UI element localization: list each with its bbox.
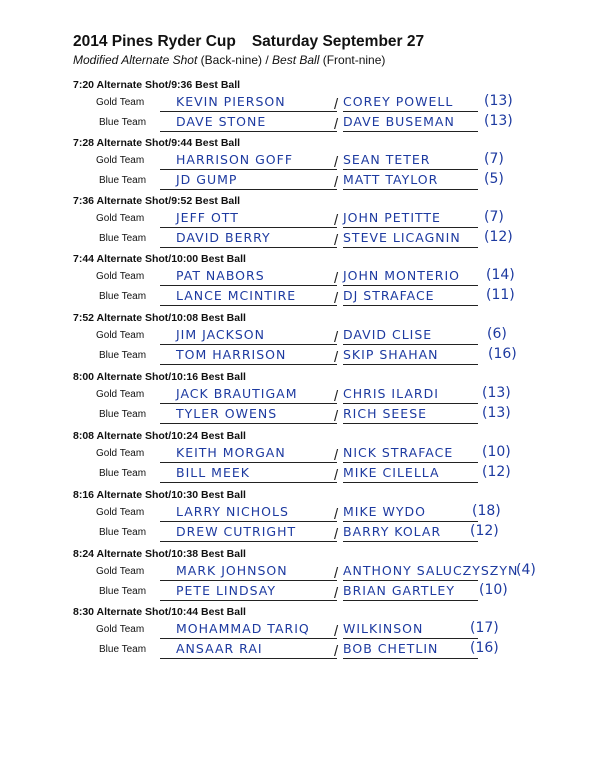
handicap: (14)	[486, 267, 515, 283]
player1-line	[160, 541, 337, 542]
team-label: Gold Team	[96, 624, 145, 635]
player1-line	[160, 462, 337, 463]
tee-time-group	[0, 253, 600, 311]
player1-name: HARRISON GOFF	[176, 152, 294, 167]
player1-name: MOHAMMAD TARIQ	[176, 621, 310, 636]
pair-separator: /	[334, 232, 339, 249]
event-date: Saturday September 27	[251, 33, 425, 50]
pair-separator: /	[334, 329, 339, 346]
player1-name: DAVE STONE	[176, 114, 267, 129]
player1-name: JACK BRAUTIGAM	[176, 386, 298, 401]
gold-team-row	[0, 151, 600, 175]
player2-name: DAVID CLISE	[343, 327, 433, 342]
pair-separator: /	[334, 643, 339, 660]
player1-line	[160, 638, 337, 639]
player2-name: BARRY KOLAR	[343, 524, 442, 539]
player1-name: LANCE MCINTIRE	[176, 288, 297, 303]
player2-name: NICK STRAFACE	[343, 445, 454, 460]
player2-line	[343, 189, 478, 190]
player2-name: DJ STRAFACE	[343, 288, 435, 303]
player1-line	[160, 111, 337, 112]
blue-team-row	[0, 523, 600, 547]
team-label: Blue Team	[99, 468, 147, 479]
player2-line	[343, 482, 478, 483]
player1-line	[160, 285, 337, 286]
handicap: (12)	[470, 523, 499, 539]
player2-line	[343, 403, 478, 404]
player1-name: ANSAAR RAI	[176, 641, 263, 656]
player2-line	[343, 131, 478, 132]
handicap: (13)	[484, 113, 513, 129]
format-subtitle	[73, 53, 385, 67]
tee-time-group	[0, 548, 600, 606]
player2-name: MATT TAYLOR	[343, 172, 439, 187]
player1-line	[160, 344, 337, 345]
player2-line	[343, 247, 478, 248]
handicap: (12)	[484, 229, 513, 245]
tee-time-header: 7:52 Alternate Shot/10:08 Best Ball	[73, 312, 246, 324]
player1-name: BILL MEEK	[176, 465, 250, 480]
player2-name: WILKINSON	[343, 621, 424, 636]
player2-name: JOHN PETITTE	[343, 210, 441, 225]
player2-line	[343, 364, 478, 365]
player2-line	[343, 305, 478, 306]
pair-separator: /	[334, 388, 339, 405]
player1-name: JEFF OTT	[176, 210, 239, 225]
format2: Best Ball	[272, 53, 320, 67]
player1-line	[160, 189, 337, 190]
tee-time-group	[0, 312, 600, 370]
player1-line	[160, 364, 337, 365]
tee-time-group	[0, 489, 600, 547]
team-label: Blue Team	[99, 644, 147, 655]
tee-time-group	[0, 606, 600, 664]
pair-separator: /	[334, 96, 339, 113]
player2-name: RICH SEESE	[343, 406, 428, 421]
team-label: Blue Team	[99, 586, 147, 597]
player2-line	[343, 169, 478, 170]
blue-team-row	[0, 464, 600, 488]
tee-time-header: 7:44 Alternate Shot/10:00 Best Ball	[73, 253, 246, 265]
handicap: (16)	[488, 346, 517, 362]
tee-time-header: 8:08 Alternate Shot/10:24 Best Ball	[73, 430, 246, 442]
player2-name: MIKE CILELLA	[343, 465, 440, 480]
player1-line	[160, 658, 337, 659]
player1-name: KEITH MORGAN	[176, 445, 286, 460]
format1-nine: (Back-nine)	[200, 53, 262, 67]
player1-line	[160, 600, 337, 601]
team-label: Gold Team	[96, 213, 145, 224]
pair-separator: /	[334, 270, 339, 287]
player1-line	[160, 305, 337, 306]
handicap: (4)	[516, 562, 536, 578]
page-title	[73, 33, 424, 51]
tee-time-header: 8:24 Alternate Shot/10:38 Best Ball	[73, 548, 246, 560]
handicap: (10)	[479, 582, 508, 598]
handicap: (18)	[472, 503, 501, 519]
player2-line	[343, 227, 478, 228]
pair-separator: /	[334, 526, 339, 543]
player2-name: SKIP SHAHAN	[343, 347, 439, 362]
player1-line	[160, 482, 337, 483]
player1-line	[160, 131, 337, 132]
tee-time-header: 8:30 Alternate Shot/10:44 Best Ball	[73, 606, 246, 618]
tee-time-group	[0, 137, 600, 195]
handicap: (5)	[484, 171, 504, 187]
team-label: Blue Team	[99, 409, 147, 420]
player2-name: STEVE LICAGNIN	[343, 230, 461, 245]
tee-time-header: 8:16 Alternate Shot/10:30 Best Ball	[73, 489, 246, 501]
format2-nine: (Front-nine)	[322, 53, 386, 67]
format1: Modified Alternate Shot	[73, 53, 198, 67]
player2-name: BRIAN GARTLEY	[343, 583, 455, 598]
pair-separator: /	[334, 154, 339, 171]
tee-time-group	[0, 430, 600, 488]
team-label: Blue Team	[99, 233, 147, 244]
pair-separator: /	[334, 467, 339, 484]
handicap: (7)	[484, 151, 504, 167]
blue-team-row	[0, 229, 600, 253]
team-label: Gold Team	[96, 566, 145, 577]
tee-time-header: 7:20 Alternate Shot/9:36 Best Ball	[73, 79, 241, 91]
team-label: Gold Team	[96, 155, 145, 166]
team-label: Blue Team	[99, 527, 147, 538]
blue-team-row	[0, 287, 600, 311]
pair-separator: /	[334, 506, 339, 523]
player1-line	[160, 227, 337, 228]
handicap: (13)	[482, 385, 511, 401]
pair-separator: /	[334, 408, 339, 425]
team-label: Gold Team	[96, 330, 145, 341]
player2-name: ANTHONY SALUCZYSZYN	[343, 563, 519, 578]
team-label: Gold Team	[96, 507, 145, 518]
handicap: (16)	[470, 640, 499, 656]
team-label: Gold Team	[96, 97, 145, 108]
player1-name: TOM HARRISON	[176, 347, 287, 362]
handicap: (10)	[482, 444, 511, 460]
player1-name: DREW CUTRIGHT	[176, 524, 297, 539]
player2-name: DAVE BUSEMAN	[343, 114, 455, 129]
gold-team-row	[0, 503, 600, 527]
player2-line	[343, 521, 478, 522]
tee-time-group	[0, 195, 600, 253]
player2-name: COREY POWELL	[343, 94, 454, 109]
player2-line	[343, 111, 478, 112]
tee-time-header: 7:28 Alternate Shot/9:44 Best Ball	[73, 137, 241, 149]
player1-name: KEVIN PIERSON	[176, 94, 286, 109]
player1-name: JIM JACKSON	[176, 327, 265, 342]
player1-line	[160, 403, 337, 404]
team-label: Gold Team	[96, 448, 145, 459]
player2-line	[343, 638, 478, 639]
tee-time-header: 7:36 Alternate Shot/9:52 Best Ball	[73, 195, 241, 207]
tee-time-group	[0, 371, 600, 429]
handicap: (12)	[482, 464, 511, 480]
player2-name: CHRIS ILARDI	[343, 386, 439, 401]
event-title: 2014 Pines Ryder Cup	[73, 33, 236, 50]
player2-line	[343, 600, 478, 601]
pair-separator: /	[334, 349, 339, 366]
player1-name: LARRY NICHOLS	[176, 504, 289, 519]
player2-line	[343, 423, 478, 424]
player1-name: MARK JOHNSON	[176, 563, 288, 578]
handicap: (13)	[482, 405, 511, 421]
player2-line	[343, 541, 478, 542]
blue-team-row	[0, 346, 600, 370]
gold-team-row	[0, 562, 600, 586]
pair-separator: /	[334, 116, 339, 133]
pair-separator: /	[334, 447, 339, 464]
pair-separator: /	[334, 585, 339, 602]
player1-name: TYLER OWENS	[176, 406, 278, 421]
blue-team-row	[0, 171, 600, 195]
team-label: Gold Team	[96, 389, 145, 400]
player1-name: PAT NABORS	[176, 268, 265, 283]
player1-line	[160, 247, 337, 248]
team-label: Gold Team	[96, 271, 145, 282]
handicap: (6)	[487, 326, 507, 342]
player2-line	[343, 285, 478, 286]
player1-line	[160, 169, 337, 170]
player1-line	[160, 423, 337, 424]
tee-time-group	[0, 79, 600, 137]
pair-separator: /	[334, 212, 339, 229]
player2-line	[343, 344, 478, 345]
team-label: Blue Team	[99, 350, 147, 361]
handicap: (13)	[484, 93, 513, 109]
player1-line	[160, 580, 337, 581]
tee-time-header: 8:00 Alternate Shot/10:16 Best Ball	[73, 371, 246, 383]
blue-team-row	[0, 640, 600, 664]
player2-name: SEAN TETER	[343, 152, 431, 167]
player2-name: BOB CHETLIN	[343, 641, 439, 656]
player1-line	[160, 521, 337, 522]
handicap: (11)	[486, 287, 515, 303]
player2-line	[343, 658, 478, 659]
format-separator: /	[262, 53, 273, 67]
handicap: (17)	[470, 620, 499, 636]
player1-name: DAVID BERRY	[176, 230, 271, 245]
pair-separator: /	[334, 174, 339, 191]
team-label: Blue Team	[99, 175, 147, 186]
handicap: (7)	[484, 209, 504, 225]
player2-line	[343, 580, 478, 581]
player1-name: JD GUMP	[176, 172, 238, 187]
gold-team-row	[0, 620, 600, 644]
player1-name: PETE LINDSAY	[176, 583, 276, 598]
player2-name: JOHN MONTERIO	[343, 268, 460, 283]
pair-separator: /	[334, 565, 339, 582]
pair-separator: /	[334, 290, 339, 307]
blue-team-row	[0, 405, 600, 429]
blue-team-row	[0, 582, 600, 606]
player2-line	[343, 462, 478, 463]
player2-name: MIKE WYDO	[343, 504, 426, 519]
blue-team-row	[0, 113, 600, 137]
pair-separator: /	[334, 623, 339, 640]
team-label: Blue Team	[99, 117, 147, 128]
team-label: Blue Team	[99, 291, 147, 302]
